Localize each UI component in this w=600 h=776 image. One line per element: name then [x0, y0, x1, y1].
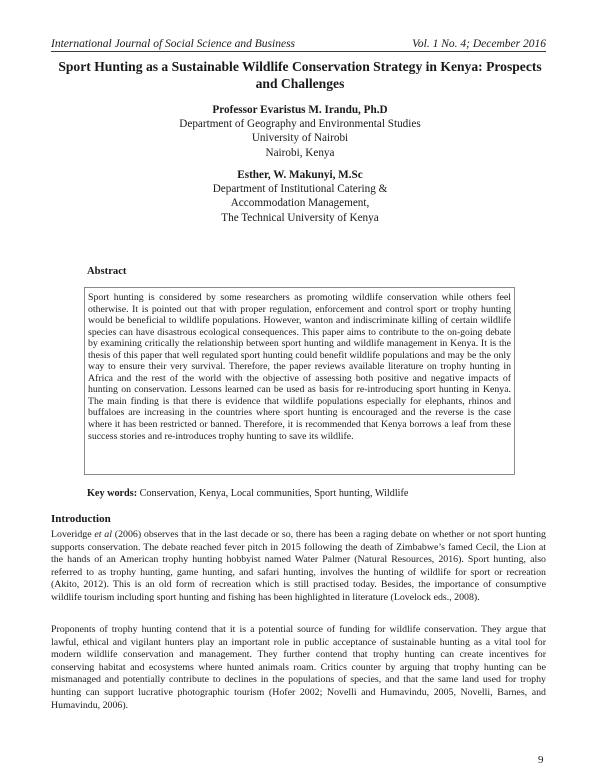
introduction-paragraph-2 [51, 624, 546, 712]
keywords-text: Conservation, Kenya, Local communities, Sport hunting, Wildlife [139, 488, 409, 499]
keywords [87, 488, 408, 499]
author-affiliation: Department of Institutional Catering & [212, 183, 388, 196]
issue-info: Vol. 1 No. 4; December 2016 [412, 38, 546, 50]
author-block-1 [0, 103, 600, 160]
author-name: Professor Evaristus M. Irandu, Ph.D [212, 104, 388, 116]
page-number: 9 [538, 754, 544, 766]
running-header [51, 38, 546, 50]
journal-name: International Journal of Social Science and Business [51, 38, 296, 50]
author-affiliation: Department of Geography and Environmental Studies [179, 118, 421, 131]
introduction-heading: Introduction [51, 513, 111, 525]
abstract-box [84, 287, 515, 475]
paragraph-text: (2006) observes that in the last decade or so, there has been a raging debate on whether or not sport hunting supports conservation. The debate reached fever pitch in 2015 following the death of Zimbabwe’s famed Cecil, the Lion at the hands of an American trophy hunting hobbyist named Water Palmer (Natural Resources, 2016). Sport hunting, also referred to as trophy hunting, game hunting, and safari hunting, involves the hunting of wildlife for sport or recreation (Akito, 2012). This is an old form of recreation which is still practised today. Besides, the importance of consumptive wildlife tourism including sport hunting and fishing has been highlighted in literature (Lovelock eds., 2008). [51, 529, 546, 603]
author-affiliation: Accommodation Management, [230, 197, 370, 210]
citation-etal: et al [94, 529, 112, 540]
author-affiliation: University of Nairobi [251, 132, 349, 145]
title-line-2: and Challenges [255, 76, 345, 91]
abstract-text: Sport hunting is considered by some researchers as promoting wildlife conservation while others feel otherwise. It is pointed out that with proper regulation, enforcement and control sport or trophy hunting would be beneficial to wildlife populations. However, wanton and indiscriminate killing of certain wildlife species can have disastrous ecological consequences. This paper aims to contribute to the on-going debate by examining critically the relationship between sport hunting and wildlife management in Kenya. It is the thesis of this paper that well regulated sport hunting could benefit wildlife populations and may be the only way to ensure their very survival. Therefore, the paper reviews available literature on trophy hunting in Africa and the rest of the world with the objective of assessing both positive and negative impacts of hunting on conservation. Lessons learned can be used as basis for re-introducing sport hunting in Kenya. The main finding is that there is evidence that wildlife populations especially for elephants, rhinos and buffaloes are increasing in the countries where sport hunting is encouraged and the reverse is the case where it has been restricted or banned. Therefore, it is recommended that Kenya borrows a leaf from these success stories and re-introduces trophy hunting to save its wildlife. [88, 292, 511, 442]
author-affiliation: Nairobi, Kenya [265, 146, 335, 159]
paper-title [40, 58, 560, 92]
author-block-2 [0, 168, 600, 225]
author-name: Esther, W. Makunyi, M.Sc [237, 169, 363, 181]
abstract-heading: Abstract [87, 266, 127, 277]
introduction-paragraph-1 [51, 529, 546, 605]
paragraph-text: Proponents of trophy hunting contend that it is a potential source of funding for wildlife conservation. They argue that lawful, ethical and vigilant hunters play an important role in public acceptance of sustainable hunting as a vital tool for modern wildlife conservation and management. They further contend that trophy hunting can create incentives for conserving habitat and ecosystems where hunted animals roam. Critics counter by arguing that trophy hunting can be mismanaged and potentially contribute to declines in the populations of species, and that the same land used for trophy hunting can support lucrative photographic tourism (Hofer 2002; Novelli and Humavindu, 2005, Novelli, Barnes, and Humavindu, 2006). [51, 624, 546, 711]
author-affiliation: The Technical University of Kenya [221, 211, 379, 224]
header-rule [51, 51, 546, 52]
title-line-1: Sport Hunting as a Sustainable Wildlife Conservation Strategy in Kenya: Prospects [58, 59, 542, 74]
keywords-label: Key words: [87, 488, 140, 499]
citation-author: Loveridge [51, 529, 95, 540]
